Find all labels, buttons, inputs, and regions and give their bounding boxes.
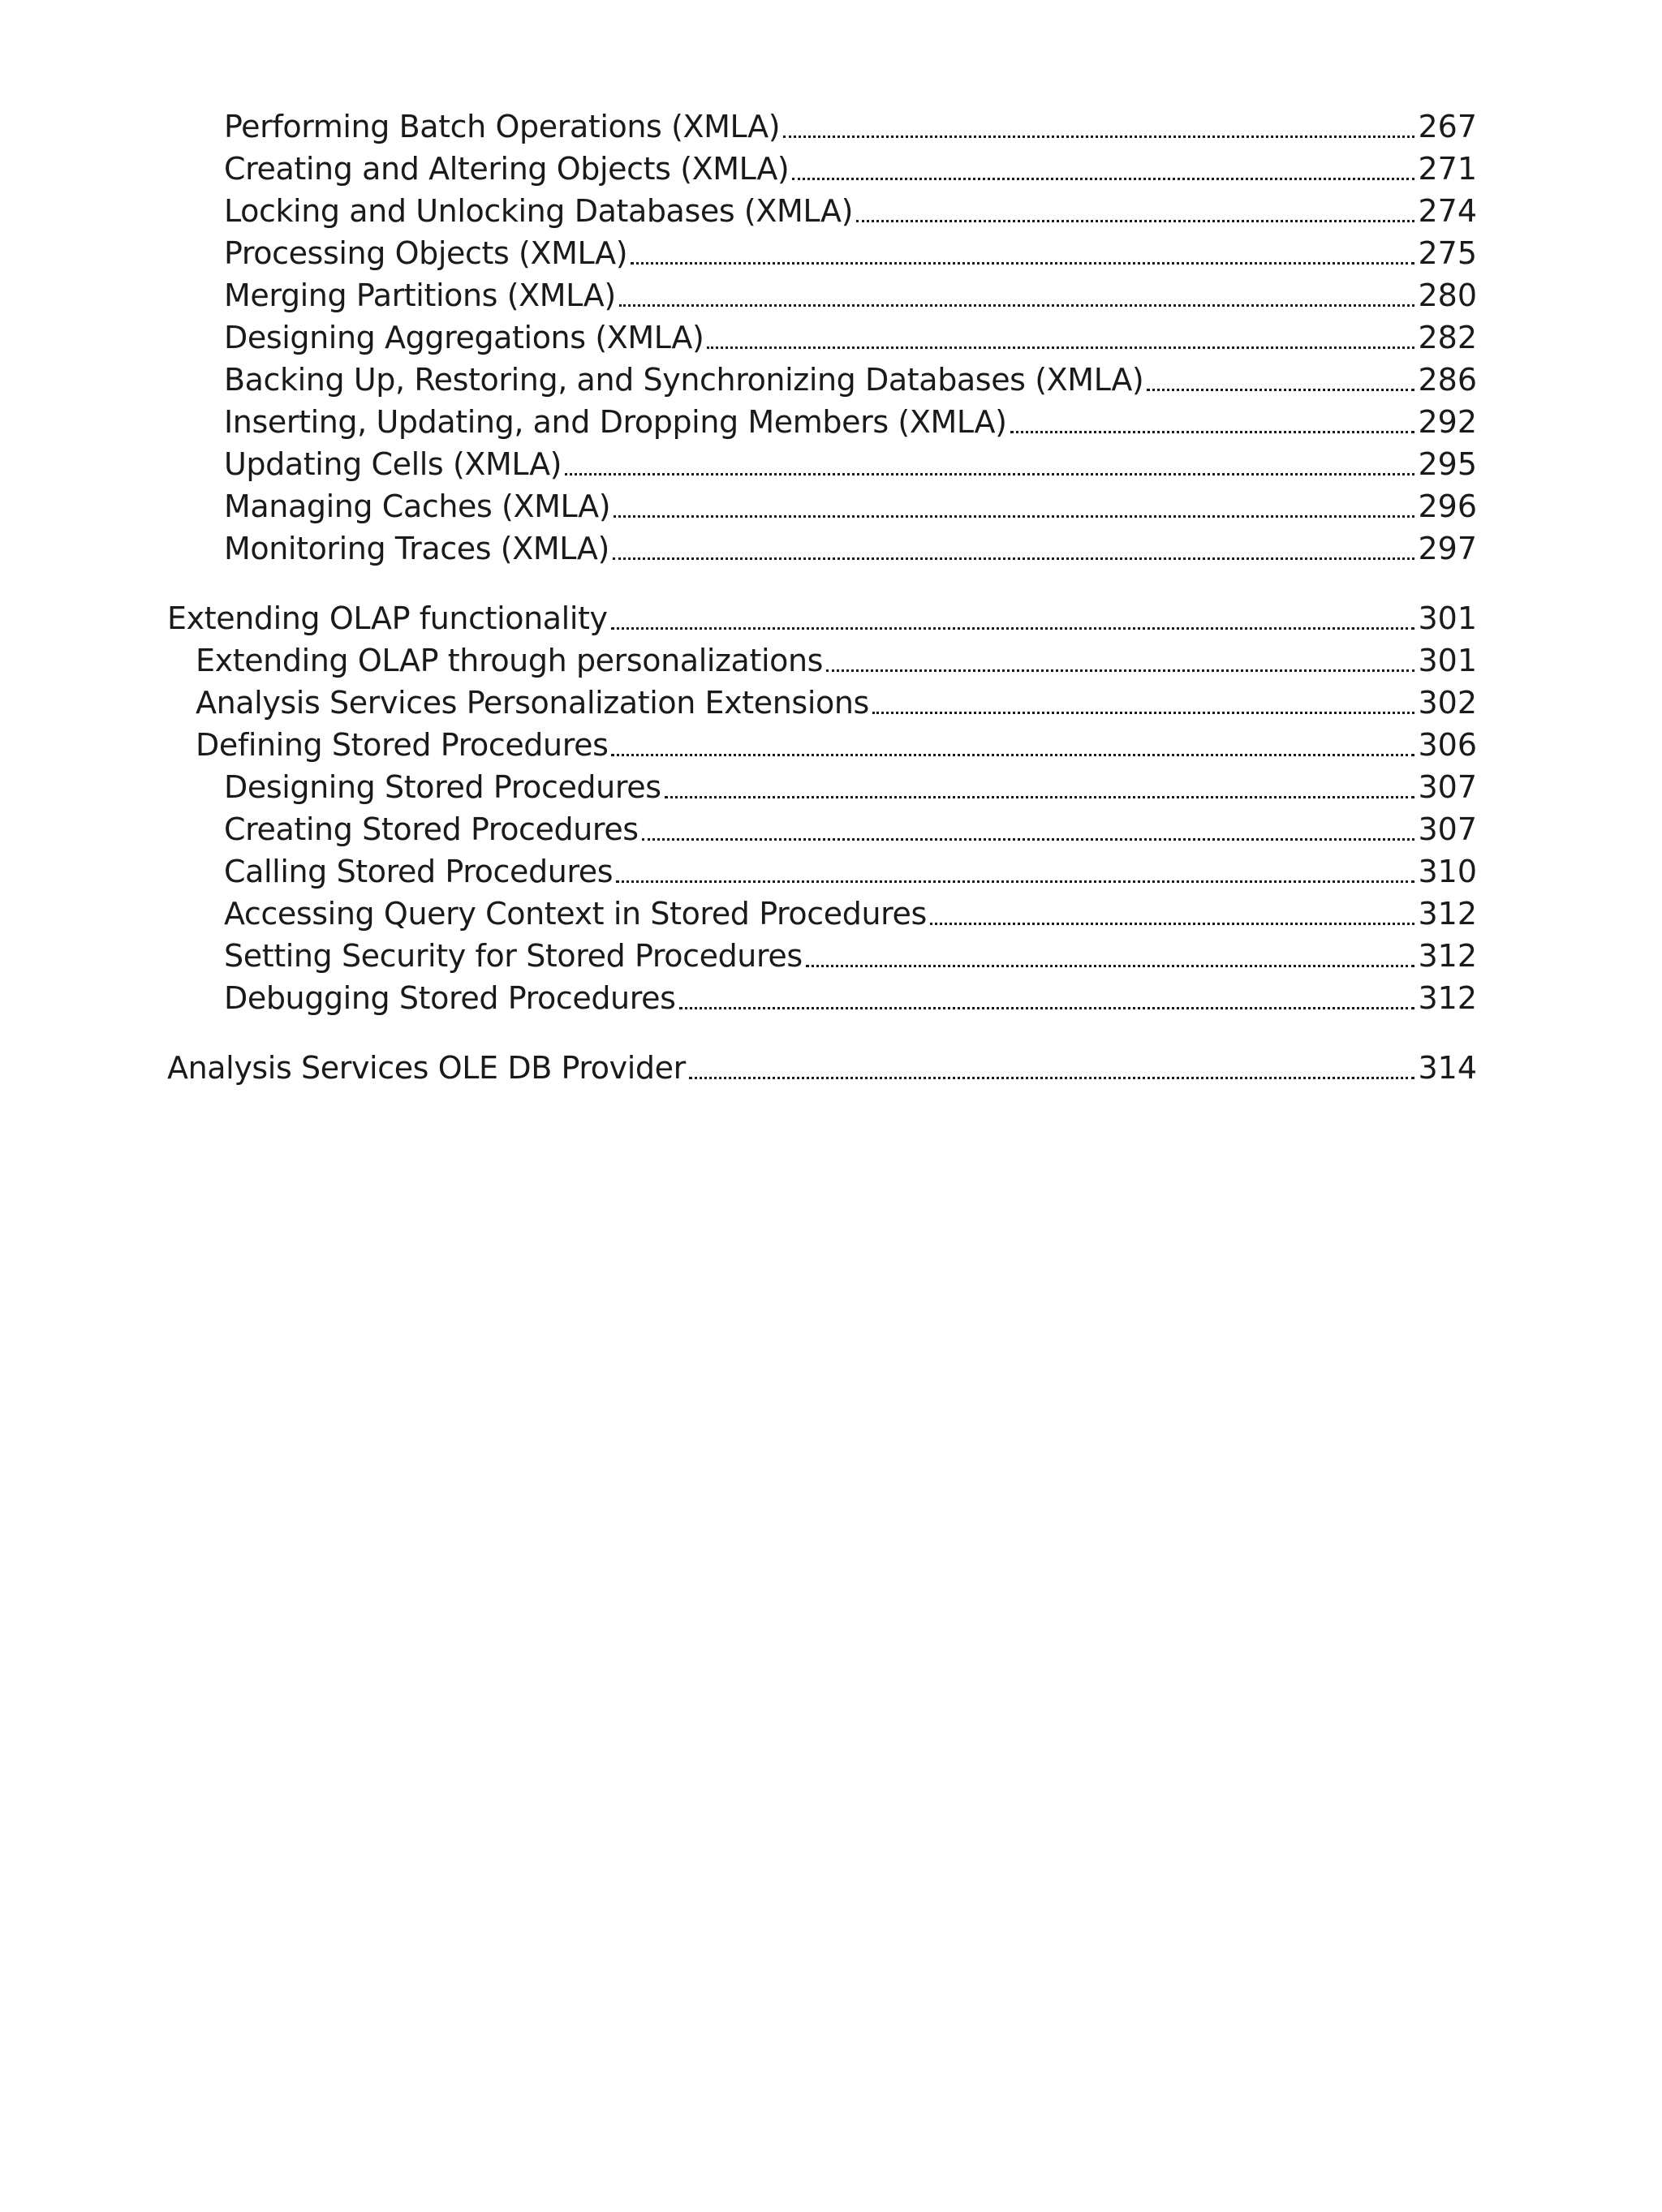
toc-dot-leader [872, 712, 1415, 714]
toc-entry[interactable] [224, 192, 1477, 230]
toc-dot-leader [806, 965, 1415, 967]
toc-page-number: 307 [1418, 769, 1477, 805]
toc-dot-leader [613, 557, 1415, 560]
toc-entry[interactable] [224, 979, 1477, 1018]
toc-dot-leader [611, 627, 1415, 630]
toc-page-number: 280 [1418, 278, 1477, 313]
toc-dot-leader [616, 880, 1414, 883]
toc-entry[interactable] [224, 318, 1477, 357]
toc-dot-leader [631, 262, 1414, 265]
toc-dot-leader [614, 515, 1414, 518]
toc-entry-title: Processing Objects (XMLA) [224, 235, 628, 271]
toc-entry-title: Creating and Altering Objects (XMLA) [224, 151, 790, 187]
toc-page-number: 314 [1418, 1050, 1477, 1086]
toc-entry-title: Calling Stored Procedures [224, 854, 614, 889]
toc-chapter-entry[interactable] [167, 599, 1477, 638]
toc-entry[interactable] [224, 107, 1477, 146]
toc-page-number: 296 [1418, 488, 1477, 524]
toc-dot-leader [826, 669, 1414, 672]
toc-entry-title: Updating Cells (XMLA) [224, 446, 562, 482]
toc-entry-title: Backing Up, Restoring, and Synchronizing Databases (XMLA) [224, 362, 1144, 398]
toc-dot-leader [619, 304, 1415, 307]
toc-chapter-entry[interactable] [167, 1048, 1477, 1087]
toc-page-number: 295 [1418, 446, 1477, 482]
toc-page-number: 271 [1418, 151, 1477, 187]
toc-dot-leader [856, 220, 1414, 222]
toc-page-number: 301 [1418, 643, 1477, 678]
toc-entry[interactable] [224, 360, 1477, 399]
toc-page-number: 274 [1418, 193, 1477, 229]
toc-entry-title: Extending OLAP functionality [167, 600, 608, 636]
toc-entry-title: Defining Stored Procedures [196, 727, 609, 763]
toc-entry-title: Monitoring Traces (XMLA) [224, 531, 609, 566]
toc-entry[interactable] [224, 487, 1477, 526]
toc-page-number: 306 [1418, 727, 1477, 763]
toc-entry[interactable] [224, 810, 1477, 849]
toc-section-entry[interactable] [196, 725, 1477, 764]
toc-entry-title: Debugging Stored Procedures [224, 980, 676, 1016]
toc-page-number: 267 [1418, 109, 1477, 144]
toc-entry[interactable] [224, 402, 1477, 441]
toc-page-number: 302 [1418, 685, 1477, 721]
toc-dot-leader [689, 1077, 1415, 1079]
toc-entry-title: Accessing Query Context in Stored Procedures [224, 896, 927, 932]
toc-entry-title: Extending OLAP through personalizations [196, 643, 824, 678]
toc-dot-leader [1147, 389, 1414, 391]
toc-entry[interactable] [224, 768, 1477, 807]
toc-entry[interactable] [224, 936, 1477, 975]
toc-dot-leader [642, 838, 1415, 841]
toc-entry[interactable] [224, 852, 1477, 891]
toc-page-number: 297 [1418, 531, 1477, 566]
toc-page-number: 275 [1418, 235, 1477, 271]
toc-entry[interactable] [224, 149, 1477, 188]
toc-section-entry[interactable] [196, 683, 1477, 722]
toc-entry-title: Designing Stored Procedures [224, 769, 661, 805]
toc-page-number: 307 [1418, 811, 1477, 847]
toc-entry-title: Designing Aggregations (XMLA) [224, 320, 704, 355]
toc-page-number: 282 [1418, 320, 1477, 355]
toc-dot-leader [792, 178, 1414, 180]
toc-entry-title: Inserting, Updating, and Dropping Members (XMLA) [224, 404, 1007, 440]
toc-entry[interactable] [224, 445, 1477, 484]
toc-dot-leader [665, 796, 1415, 798]
toc-page-number: 312 [1418, 896, 1477, 932]
toc-page-number: 301 [1418, 600, 1477, 636]
toc-entry-title: Merging Partitions (XMLA) [224, 278, 616, 313]
toc-entry-title: Locking and Unlocking Databases (XMLA) [224, 193, 854, 229]
toc-section-entry[interactable] [196, 641, 1477, 680]
toc-dot-leader [565, 473, 1414, 476]
toc-dot-leader [1010, 431, 1415, 433]
toc-dot-leader [783, 136, 1414, 138]
toc-entry[interactable] [224, 894, 1477, 933]
toc-entry[interactable] [224, 276, 1477, 315]
toc-dot-leader [611, 754, 1414, 756]
toc-entry-title: Performing Batch Operations (XMLA) [224, 109, 781, 144]
toc-entry-title: Managing Caches (XMLA) [224, 488, 611, 524]
toc-entry-title: Analysis Services OLE DB Provider [167, 1050, 686, 1086]
toc-entry-title: Setting Security for Stored Procedures [224, 938, 803, 974]
toc-entry[interactable] [224, 529, 1477, 568]
toc-page-number: 292 [1418, 404, 1477, 440]
toc-page-number: 310 [1418, 854, 1477, 889]
toc-page-number: 312 [1418, 938, 1477, 974]
toc-dot-leader [679, 1007, 1415, 1009]
toc-dot-leader [930, 923, 1415, 925]
toc-entry-title: Creating Stored Procedures [224, 811, 639, 847]
toc-entry[interactable] [224, 234, 1477, 273]
toc-dot-leader [707, 346, 1414, 349]
toc-page-number: 286 [1418, 362, 1477, 398]
toc-page-number: 312 [1418, 980, 1477, 1016]
toc-entry-title: Analysis Services Personalization Extensions [196, 685, 869, 721]
